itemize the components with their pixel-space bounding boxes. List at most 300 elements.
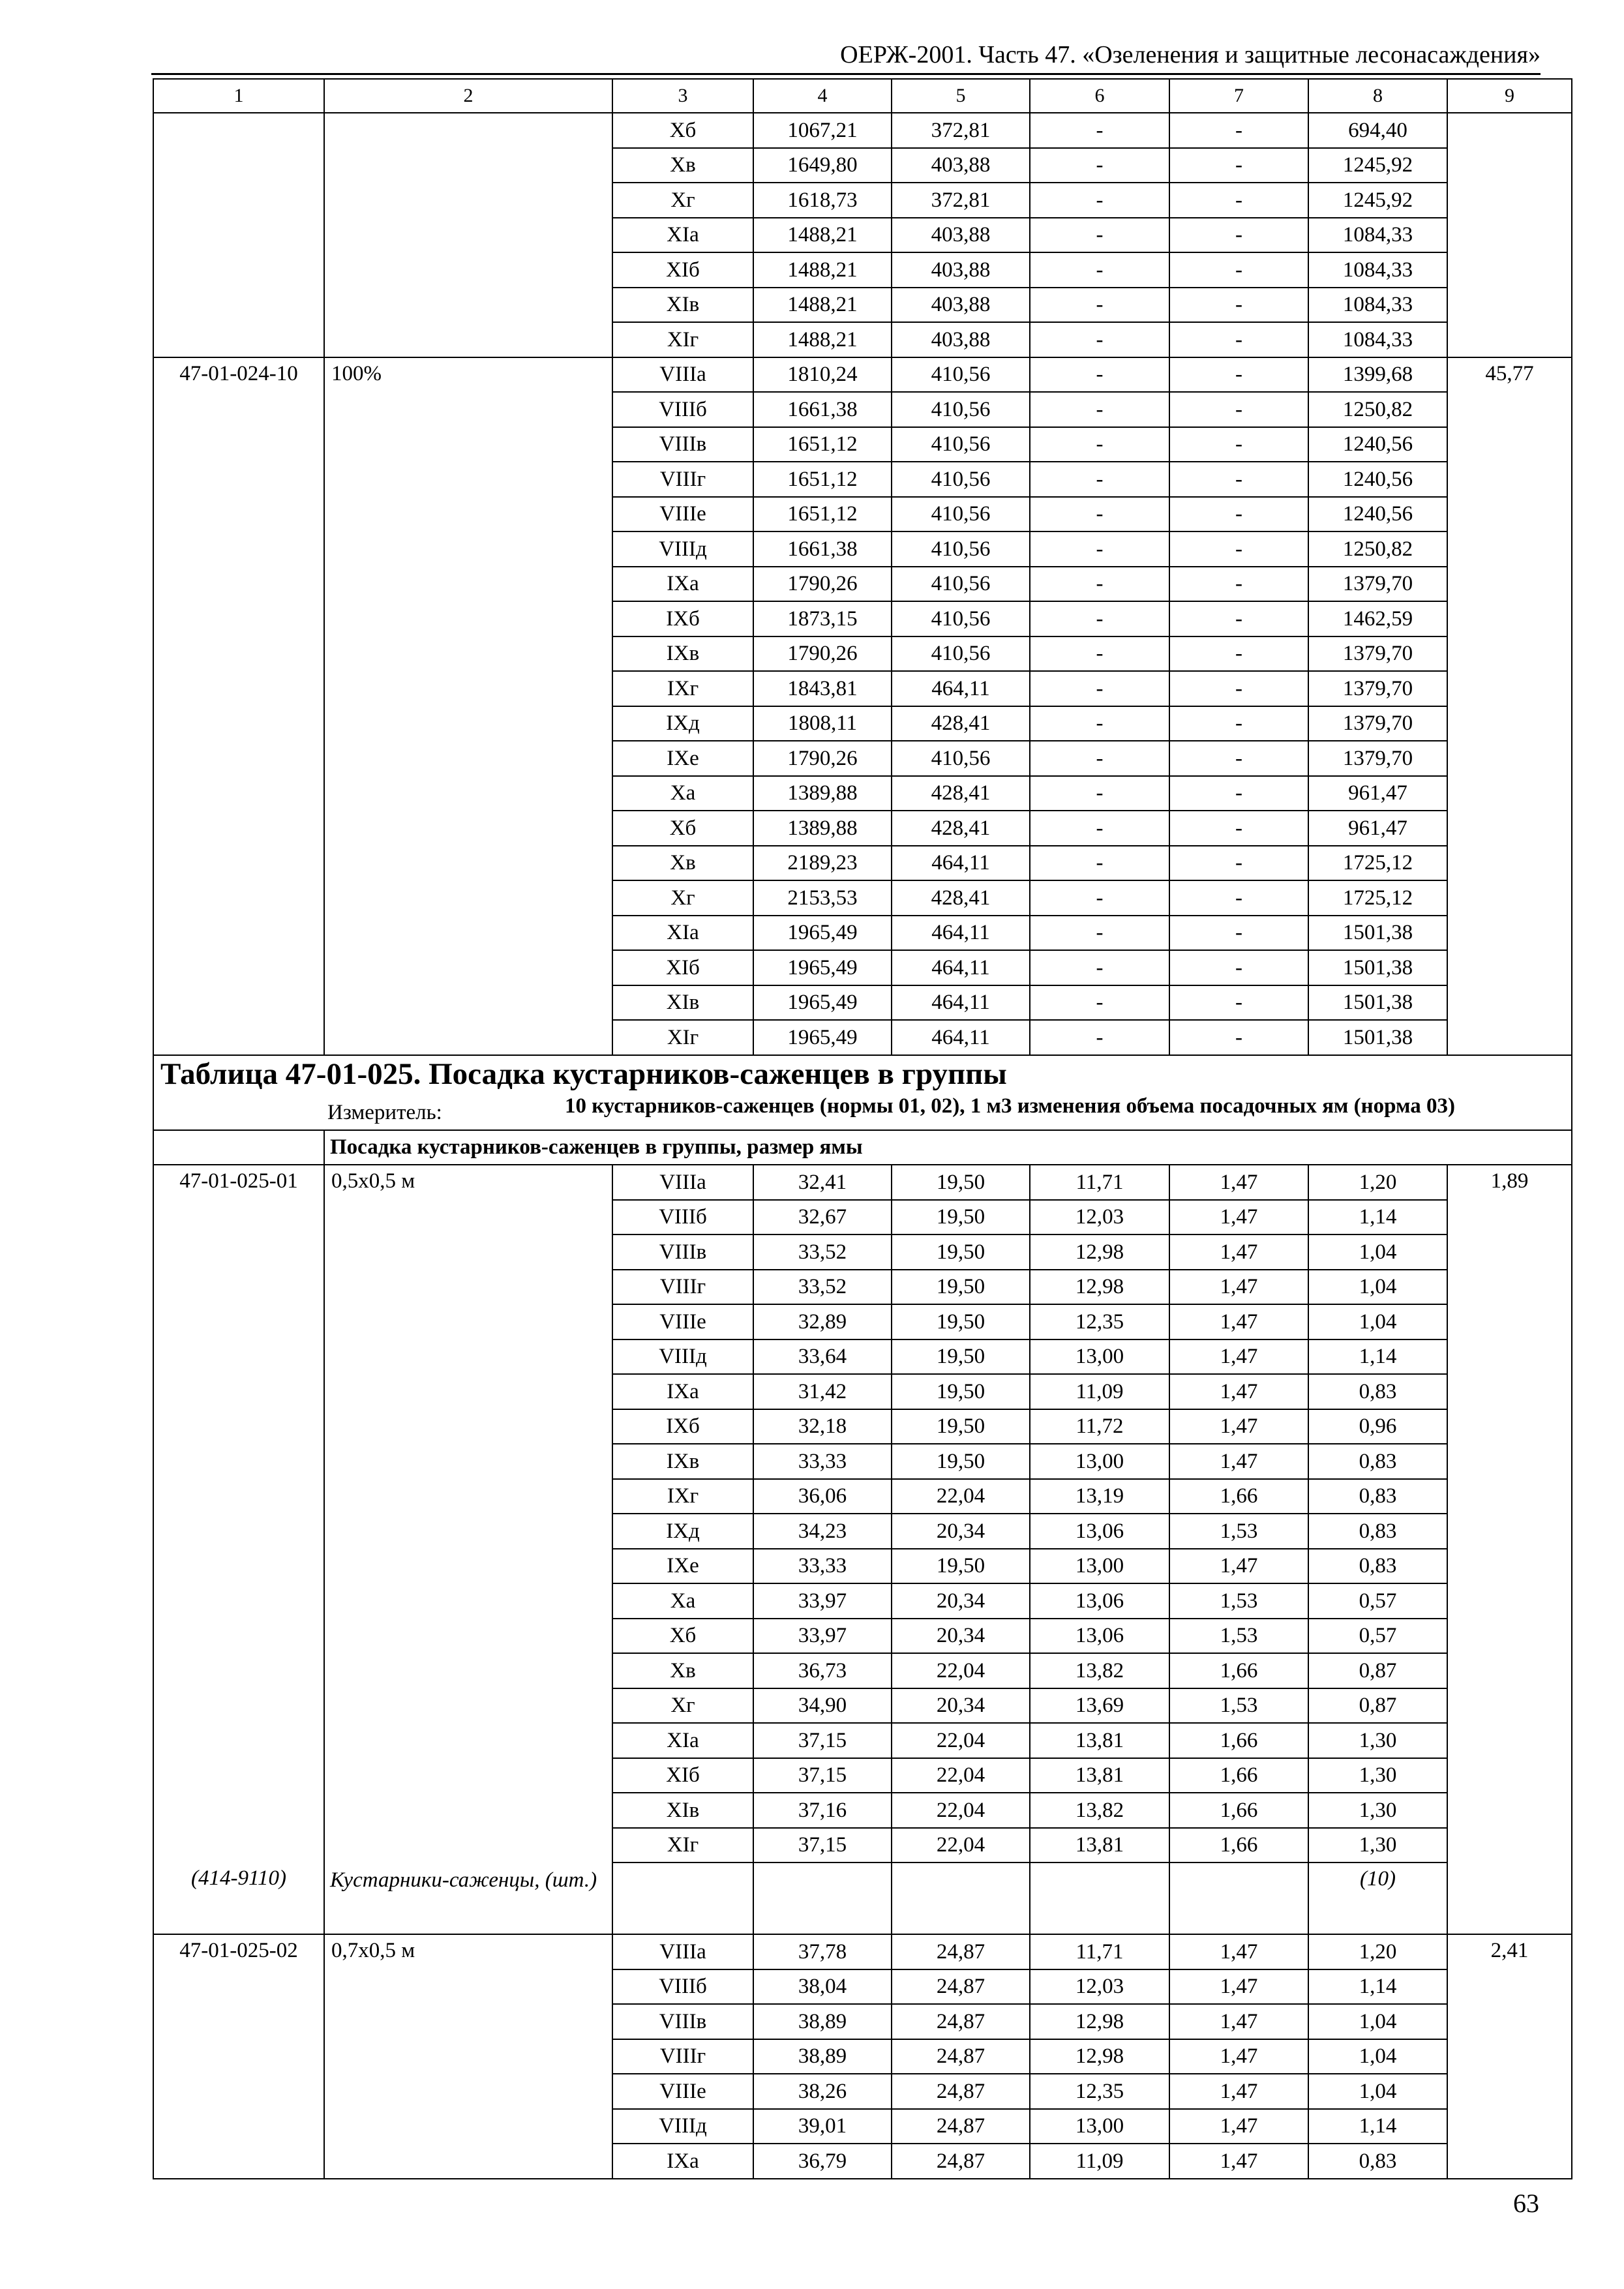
table-title-cell bbox=[153, 1055, 1572, 1093]
value-cell: 410,56 bbox=[892, 567, 1030, 602]
table-title: Таблица 47-01-025. Посадка кустарников-саженцев в группы bbox=[160, 1056, 1007, 1091]
zone-cell: VIIIв bbox=[612, 427, 753, 462]
value-cell: 19,50 bbox=[892, 1444, 1030, 1479]
value-cell: 1067,21 bbox=[753, 113, 892, 148]
value-cell: - bbox=[1030, 1020, 1169, 1055]
value-cell: 37,78 bbox=[753, 1934, 892, 1969]
value-cell: 19,50 bbox=[892, 1304, 1030, 1339]
zone-cell: VIIIа bbox=[612, 357, 753, 393]
value-cell: 1,47 bbox=[1169, 1270, 1308, 1305]
meter-cell bbox=[153, 1093, 1572, 1130]
value-cell: 464,11 bbox=[892, 950, 1030, 985]
value-cell: - bbox=[1169, 113, 1308, 148]
zone-cell: VIIIа bbox=[612, 1934, 753, 1969]
value-cell: 11,09 bbox=[1030, 1374, 1169, 1409]
zone-cell: VIIIг bbox=[612, 1270, 753, 1305]
value-cell: 1245,92 bbox=[1308, 148, 1447, 183]
value-cell: 1873,15 bbox=[753, 601, 892, 636]
value-cell: - bbox=[1169, 567, 1308, 602]
value-cell: 1,30 bbox=[1308, 1793, 1447, 1828]
value-cell: - bbox=[1030, 322, 1169, 357]
value-cell: 428,41 bbox=[892, 880, 1030, 916]
value-cell: 1,04 bbox=[1308, 2004, 1447, 2039]
value-cell: 37,16 bbox=[753, 1793, 892, 1828]
zone-cell: IXд bbox=[612, 1514, 753, 1549]
column-number: 3 bbox=[612, 79, 753, 113]
resource-row bbox=[153, 1863, 1572, 1934]
value-cell: 36,79 bbox=[753, 2144, 892, 2179]
value-cell: 12,98 bbox=[1030, 1234, 1169, 1270]
column-number: 9 bbox=[1447, 79, 1572, 113]
value-cell: 1,47 bbox=[1169, 1549, 1308, 1584]
value-cell: 464,11 bbox=[892, 985, 1030, 1021]
value-cell: 19,50 bbox=[892, 1374, 1030, 1409]
value-cell: - bbox=[1030, 357, 1169, 393]
value-cell: 464,11 bbox=[892, 846, 1030, 881]
value-cell: 1965,49 bbox=[753, 1020, 892, 1055]
value-cell: 1790,26 bbox=[753, 567, 892, 602]
zone-cell: Xа bbox=[612, 1583, 753, 1619]
value-cell: 20,34 bbox=[892, 1688, 1030, 1724]
value-cell: 13,06 bbox=[1030, 1514, 1169, 1549]
value-cell: - bbox=[1169, 706, 1308, 741]
norm-code: 47-01-025-01 bbox=[153, 1165, 324, 1863]
zone-cell: XIа bbox=[612, 1723, 753, 1758]
value-cell: 372,81 bbox=[892, 183, 1030, 218]
zone-cell: XIб bbox=[612, 252, 753, 288]
value-cell: - bbox=[1169, 741, 1308, 776]
value-cell: 1379,70 bbox=[1308, 671, 1447, 706]
value-cell: 1240,56 bbox=[1308, 497, 1447, 532]
value-cell: 1661,38 bbox=[753, 392, 892, 427]
column-number: 8 bbox=[1308, 79, 1447, 113]
zone-cell: VIIIа bbox=[612, 1165, 753, 1200]
value-cell: - bbox=[1030, 601, 1169, 636]
value-cell: 0,83 bbox=[1308, 1444, 1447, 1479]
meter-row bbox=[153, 1093, 1572, 1130]
value-cell: - bbox=[1030, 113, 1169, 148]
value-cell: 1,47 bbox=[1169, 1200, 1308, 1235]
value-cell: 38,89 bbox=[753, 2004, 892, 2039]
value-cell: - bbox=[1030, 776, 1169, 811]
value-cell: 13,06 bbox=[1030, 1583, 1169, 1619]
zone-cell: XIг bbox=[612, 1828, 753, 1863]
value-cell: 12,98 bbox=[1030, 1270, 1169, 1305]
running-header: ОЕРЖ-2001. Часть 47. «Озеленения и защитные лесонасаждения» bbox=[840, 41, 1541, 68]
col9-value: 2,41 bbox=[1447, 1934, 1572, 2179]
value-cell: 0,87 bbox=[1308, 1653, 1447, 1688]
norm-code: 47-01-025-02 bbox=[153, 1934, 324, 2179]
value-cell: 1,66 bbox=[1169, 1653, 1308, 1688]
value-cell: 464,11 bbox=[892, 671, 1030, 706]
zone-cell: XIб bbox=[612, 950, 753, 985]
zone-cell: Xа bbox=[612, 776, 753, 811]
zone-cell: XIа bbox=[612, 218, 753, 253]
value-cell: 22,04 bbox=[892, 1723, 1030, 1758]
value-cell: 1488,21 bbox=[753, 288, 892, 323]
value-cell: 1501,38 bbox=[1308, 950, 1447, 985]
zone-cell: Xб bbox=[612, 811, 753, 846]
resource-code: (414-9110) bbox=[153, 1863, 324, 1934]
value-cell: 24,87 bbox=[892, 1969, 1030, 2005]
value-cell: 1501,38 bbox=[1308, 916, 1447, 951]
value-cell: 1488,21 bbox=[753, 252, 892, 288]
value-cell: 1651,12 bbox=[753, 497, 892, 532]
value-cell: 24,87 bbox=[892, 2144, 1030, 2179]
value-cell: 1379,70 bbox=[1308, 741, 1447, 776]
value-cell: - bbox=[1169, 846, 1308, 881]
value-cell: 1661,38 bbox=[753, 531, 892, 567]
zone-cell: VIIIб bbox=[612, 392, 753, 427]
value-cell: 36,06 bbox=[753, 1479, 892, 1514]
value-cell: 38,26 bbox=[753, 2074, 892, 2109]
norm-name: 0,5х0,5 м bbox=[324, 1165, 612, 1863]
value-cell: 1725,12 bbox=[1308, 880, 1447, 916]
value-cell: - bbox=[1030, 148, 1169, 183]
value-cell: 38,04 bbox=[753, 1969, 892, 2005]
value-cell: 22,04 bbox=[892, 1653, 1030, 1688]
value-cell: 11,72 bbox=[1030, 1409, 1169, 1444]
norm-code: 47-01-024-10 bbox=[153, 357, 324, 1055]
value-cell: 13,00 bbox=[1030, 2109, 1169, 2144]
value-cell: 1649,80 bbox=[753, 148, 892, 183]
value-cell: 1084,33 bbox=[1308, 288, 1447, 323]
value-cell: 1,47 bbox=[1169, 1969, 1308, 2005]
meter-label: Измеритель: bbox=[327, 1100, 442, 1124]
value-cell: 1,30 bbox=[1308, 1723, 1447, 1758]
col9-value: 1,89 bbox=[1447, 1165, 1572, 1934]
zone-cell: IXг bbox=[612, 671, 753, 706]
value-cell: - bbox=[1030, 671, 1169, 706]
value-cell: - bbox=[1030, 636, 1169, 672]
code-cell bbox=[153, 113, 324, 357]
value-cell: 1,66 bbox=[1169, 1758, 1308, 1793]
value-cell: 1965,49 bbox=[753, 916, 892, 951]
zone-cell: Xг bbox=[612, 880, 753, 916]
value-cell: 1399,68 bbox=[1308, 357, 1447, 393]
value-cell: - bbox=[1169, 288, 1308, 323]
value-cell: 1,47 bbox=[1169, 1934, 1308, 1969]
value-cell: - bbox=[1169, 322, 1308, 357]
zone-cell: VIIIд bbox=[612, 2109, 753, 2144]
value-cell: - bbox=[1030, 567, 1169, 602]
value-cell: 13,00 bbox=[1030, 1444, 1169, 1479]
value-cell: 31,42 bbox=[753, 1374, 892, 1409]
value-cell: 1,04 bbox=[1308, 1304, 1447, 1339]
value-cell: 1501,38 bbox=[1308, 1020, 1447, 1055]
value-cell: - bbox=[1169, 1020, 1308, 1055]
value-cell: 11,71 bbox=[1030, 1165, 1169, 1200]
value-cell: - bbox=[1030, 531, 1169, 567]
value-cell: - bbox=[1169, 776, 1308, 811]
value-cell: 1,04 bbox=[1308, 1234, 1447, 1270]
value-cell: 11,09 bbox=[1030, 2144, 1169, 2179]
value-cell: 24,87 bbox=[892, 1934, 1030, 1969]
value-cell: 1379,70 bbox=[1308, 636, 1447, 672]
value-cell: 1,47 bbox=[1169, 2074, 1308, 2109]
value-cell: 1,47 bbox=[1169, 2109, 1308, 2144]
value-cell: 410,56 bbox=[892, 741, 1030, 776]
value-cell: 1,47 bbox=[1169, 1234, 1308, 1270]
value-cell: - bbox=[1169, 218, 1308, 253]
value-cell: 20,34 bbox=[892, 1583, 1030, 1619]
value-cell: 410,56 bbox=[892, 357, 1030, 393]
value-cell: 1,47 bbox=[1169, 1339, 1308, 1375]
zone-cell: Xв bbox=[612, 1653, 753, 1688]
value-cell: 13,82 bbox=[1030, 1793, 1169, 1828]
value-cell: 403,88 bbox=[892, 252, 1030, 288]
value-cell: 13,81 bbox=[1030, 1723, 1169, 1758]
value-cell: 410,56 bbox=[892, 462, 1030, 497]
value-cell: 33,52 bbox=[753, 1234, 892, 1270]
value-cell: 464,11 bbox=[892, 916, 1030, 951]
value-cell: 1,20 bbox=[1308, 1934, 1447, 1969]
value-cell: 19,50 bbox=[892, 1549, 1030, 1584]
zone-cell: VIIIд bbox=[612, 531, 753, 567]
value-cell: - bbox=[1169, 601, 1308, 636]
resource-empty bbox=[892, 1863, 1030, 1934]
value-cell: 19,50 bbox=[892, 1339, 1030, 1375]
value-cell: 1,14 bbox=[1308, 1339, 1447, 1375]
meter-value: 10 кустарников-саженцев (нормы 01, 02), 1 м3 изменения объема посадочных ям (норма 03) bbox=[565, 1094, 1456, 1118]
value-cell: 1,66 bbox=[1169, 1793, 1308, 1828]
column-number: 5 bbox=[892, 79, 1030, 113]
meter bbox=[160, 1093, 1565, 1124]
zone-cell: IXв bbox=[612, 1444, 753, 1479]
value-cell: 1,47 bbox=[1169, 1304, 1308, 1339]
resource-qty: (10) bbox=[1308, 1863, 1447, 1934]
value-cell: 13,00 bbox=[1030, 1339, 1169, 1375]
value-cell: 0,83 bbox=[1308, 2144, 1447, 2179]
zone-cell: XIв bbox=[612, 1793, 753, 1828]
value-cell: 1462,59 bbox=[1308, 601, 1447, 636]
value-cell: - bbox=[1169, 950, 1308, 985]
value-cell: 403,88 bbox=[892, 218, 1030, 253]
value-cell: 37,15 bbox=[753, 1723, 892, 1758]
value-cell: - bbox=[1169, 985, 1308, 1021]
value-cell: 24,87 bbox=[892, 2074, 1030, 2109]
value-cell: 12,98 bbox=[1030, 2039, 1169, 2074]
table-row bbox=[153, 357, 1572, 393]
value-cell: 1,20 bbox=[1308, 1165, 1447, 1200]
zone-cell: Xг bbox=[612, 183, 753, 218]
value-cell: 12,35 bbox=[1030, 2074, 1169, 2109]
value-cell: 37,15 bbox=[753, 1828, 892, 1863]
value-cell: - bbox=[1169, 811, 1308, 846]
zone-cell: IXг bbox=[612, 1479, 753, 1514]
value-cell: 1,14 bbox=[1308, 1969, 1447, 2005]
column-number: 2 bbox=[324, 79, 612, 113]
value-cell: 32,67 bbox=[753, 1200, 892, 1235]
value-cell: 1790,26 bbox=[753, 741, 892, 776]
zone-cell: XIб bbox=[612, 1758, 753, 1793]
value-cell: 410,56 bbox=[892, 427, 1030, 462]
value-cell: 1,47 bbox=[1169, 2144, 1308, 2179]
value-cell: - bbox=[1030, 985, 1169, 1021]
norms-table bbox=[153, 78, 1572, 2179]
value-cell: 32,89 bbox=[753, 1304, 892, 1339]
value-cell: - bbox=[1169, 671, 1308, 706]
value-cell: 1389,88 bbox=[753, 776, 892, 811]
value-cell: 13,00 bbox=[1030, 1549, 1169, 1584]
column-number: 7 bbox=[1169, 79, 1308, 113]
zone-cell: IXв bbox=[612, 636, 753, 672]
value-cell: - bbox=[1169, 880, 1308, 916]
value-cell: 33,33 bbox=[753, 1549, 892, 1584]
value-cell: 13,19 bbox=[1030, 1479, 1169, 1514]
value-cell: 1,04 bbox=[1308, 1270, 1447, 1305]
value-cell: 1965,49 bbox=[753, 985, 892, 1021]
value-cell: - bbox=[1169, 392, 1308, 427]
zone-cell: Xг bbox=[612, 1688, 753, 1724]
value-cell: 1389,88 bbox=[753, 811, 892, 846]
value-cell: 33,97 bbox=[753, 1619, 892, 1654]
value-cell: 13,81 bbox=[1030, 1758, 1169, 1793]
zone-cell: VIIIе bbox=[612, 2074, 753, 2109]
value-cell: - bbox=[1169, 497, 1308, 532]
zone-cell: IXб bbox=[612, 601, 753, 636]
value-cell: 1,66 bbox=[1169, 1479, 1308, 1514]
value-cell: - bbox=[1030, 741, 1169, 776]
value-cell: - bbox=[1030, 392, 1169, 427]
value-cell: 410,56 bbox=[892, 531, 1030, 567]
zone-cell: Xб bbox=[612, 1619, 753, 1654]
value-cell: - bbox=[1169, 531, 1308, 567]
value-cell: 1790,26 bbox=[753, 636, 892, 672]
value-cell: 1379,70 bbox=[1308, 567, 1447, 602]
value-cell: 13,06 bbox=[1030, 1619, 1169, 1654]
value-cell: 11,71 bbox=[1030, 1934, 1169, 1969]
value-cell: 0,83 bbox=[1308, 1479, 1447, 1514]
value-cell: 19,50 bbox=[892, 1409, 1030, 1444]
value-cell: 410,56 bbox=[892, 497, 1030, 532]
value-cell: 0,83 bbox=[1308, 1514, 1447, 1549]
value-cell: 32,18 bbox=[753, 1409, 892, 1444]
value-cell: 22,04 bbox=[892, 1793, 1030, 1828]
value-cell: 22,04 bbox=[892, 1828, 1030, 1863]
value-cell: 24,87 bbox=[892, 2039, 1030, 2074]
zone-cell: Xб bbox=[612, 113, 753, 148]
value-cell: - bbox=[1169, 427, 1308, 462]
resource-empty bbox=[1169, 1863, 1308, 1934]
zone-cell: IXа bbox=[612, 567, 753, 602]
norm-name: 0,7х0,5 м bbox=[324, 1934, 612, 2179]
col9-cell bbox=[1447, 113, 1572, 357]
value-cell: 1,53 bbox=[1169, 1619, 1308, 1654]
value-cell: 410,56 bbox=[892, 392, 1030, 427]
resource-empty bbox=[1030, 1863, 1169, 1934]
value-cell: 1,30 bbox=[1308, 1758, 1447, 1793]
value-cell: 428,41 bbox=[892, 811, 1030, 846]
value-cell: 22,04 bbox=[892, 1479, 1030, 1514]
table-body bbox=[153, 79, 1572, 2179]
value-cell: - bbox=[1030, 706, 1169, 741]
value-cell: 961,47 bbox=[1308, 811, 1447, 846]
value-cell: 1250,82 bbox=[1308, 392, 1447, 427]
value-cell: 1651,12 bbox=[753, 462, 892, 497]
value-cell: 36,73 bbox=[753, 1653, 892, 1688]
value-cell: - bbox=[1030, 497, 1169, 532]
value-cell: 1,66 bbox=[1169, 1723, 1308, 1758]
value-cell: - bbox=[1169, 636, 1308, 672]
value-cell: 464,11 bbox=[892, 1020, 1030, 1055]
value-cell: 12,03 bbox=[1030, 1969, 1169, 2005]
value-cell: - bbox=[1169, 252, 1308, 288]
zone-cell: IXд bbox=[612, 706, 753, 741]
column-number: 6 bbox=[1030, 79, 1169, 113]
value-cell: 1084,33 bbox=[1308, 218, 1447, 253]
value-cell: 13,82 bbox=[1030, 1653, 1169, 1688]
zone-cell: VIIIв bbox=[612, 2004, 753, 2039]
value-cell: 1488,21 bbox=[753, 322, 892, 357]
value-cell: 2189,23 bbox=[753, 846, 892, 881]
value-cell: 1,30 bbox=[1308, 1828, 1447, 1863]
value-cell: 403,88 bbox=[892, 148, 1030, 183]
value-cell: 33,52 bbox=[753, 1270, 892, 1305]
value-cell: 32,41 bbox=[753, 1165, 892, 1200]
table-row bbox=[153, 1934, 1572, 1969]
value-cell: - bbox=[1169, 916, 1308, 951]
value-cell: 22,04 bbox=[892, 1758, 1030, 1793]
value-cell: 1651,12 bbox=[753, 427, 892, 462]
value-cell: 961,47 bbox=[1308, 776, 1447, 811]
value-cell: 1,14 bbox=[1308, 2109, 1447, 2144]
value-cell: 34,23 bbox=[753, 1514, 892, 1549]
value-cell: 34,90 bbox=[753, 1688, 892, 1724]
value-cell: 403,88 bbox=[892, 288, 1030, 323]
value-cell: 1379,70 bbox=[1308, 706, 1447, 741]
value-cell: 428,41 bbox=[892, 776, 1030, 811]
norm-name: 100% bbox=[324, 357, 612, 1055]
zone-cell: XIа bbox=[612, 916, 753, 951]
value-cell: - bbox=[1030, 916, 1169, 951]
value-cell: 33,97 bbox=[753, 1583, 892, 1619]
zone-cell: IXа bbox=[612, 2144, 753, 2179]
subheading-row bbox=[153, 1130, 1572, 1165]
zone-cell: XIв bbox=[612, 985, 753, 1021]
value-cell: 1,04 bbox=[1308, 2039, 1447, 2074]
page-number: 63 bbox=[1513, 2189, 1539, 2218]
resource-empty bbox=[753, 1863, 892, 1934]
value-cell: 13,81 bbox=[1030, 1828, 1169, 1863]
value-cell: 0,83 bbox=[1308, 1549, 1447, 1584]
value-cell: - bbox=[1030, 427, 1169, 462]
value-cell: 403,88 bbox=[892, 322, 1030, 357]
zone-cell: XIв bbox=[612, 288, 753, 323]
value-cell: 0,87 bbox=[1308, 1688, 1447, 1724]
value-cell: 37,15 bbox=[753, 1758, 892, 1793]
zone-cell: VIIIб bbox=[612, 1969, 753, 2005]
zone-cell: VIIIг bbox=[612, 2039, 753, 2074]
value-cell: 1,47 bbox=[1169, 1444, 1308, 1479]
value-cell: - bbox=[1169, 357, 1308, 393]
value-cell: 0,57 bbox=[1308, 1619, 1447, 1654]
value-cell: 0,96 bbox=[1308, 1409, 1447, 1444]
value-cell: - bbox=[1030, 811, 1169, 846]
value-cell: - bbox=[1030, 288, 1169, 323]
value-cell: 38,89 bbox=[753, 2039, 892, 2074]
value-cell: 1843,81 bbox=[753, 671, 892, 706]
value-cell: 1,53 bbox=[1169, 1688, 1308, 1724]
value-cell: - bbox=[1030, 950, 1169, 985]
value-cell: 1,47 bbox=[1169, 2039, 1308, 2074]
value-cell: 1725,12 bbox=[1308, 846, 1447, 881]
value-cell: - bbox=[1030, 252, 1169, 288]
resource-empty bbox=[612, 1863, 753, 1934]
value-cell: - bbox=[1169, 183, 1308, 218]
column-number: 1 bbox=[153, 79, 324, 113]
name-cell bbox=[324, 113, 612, 357]
